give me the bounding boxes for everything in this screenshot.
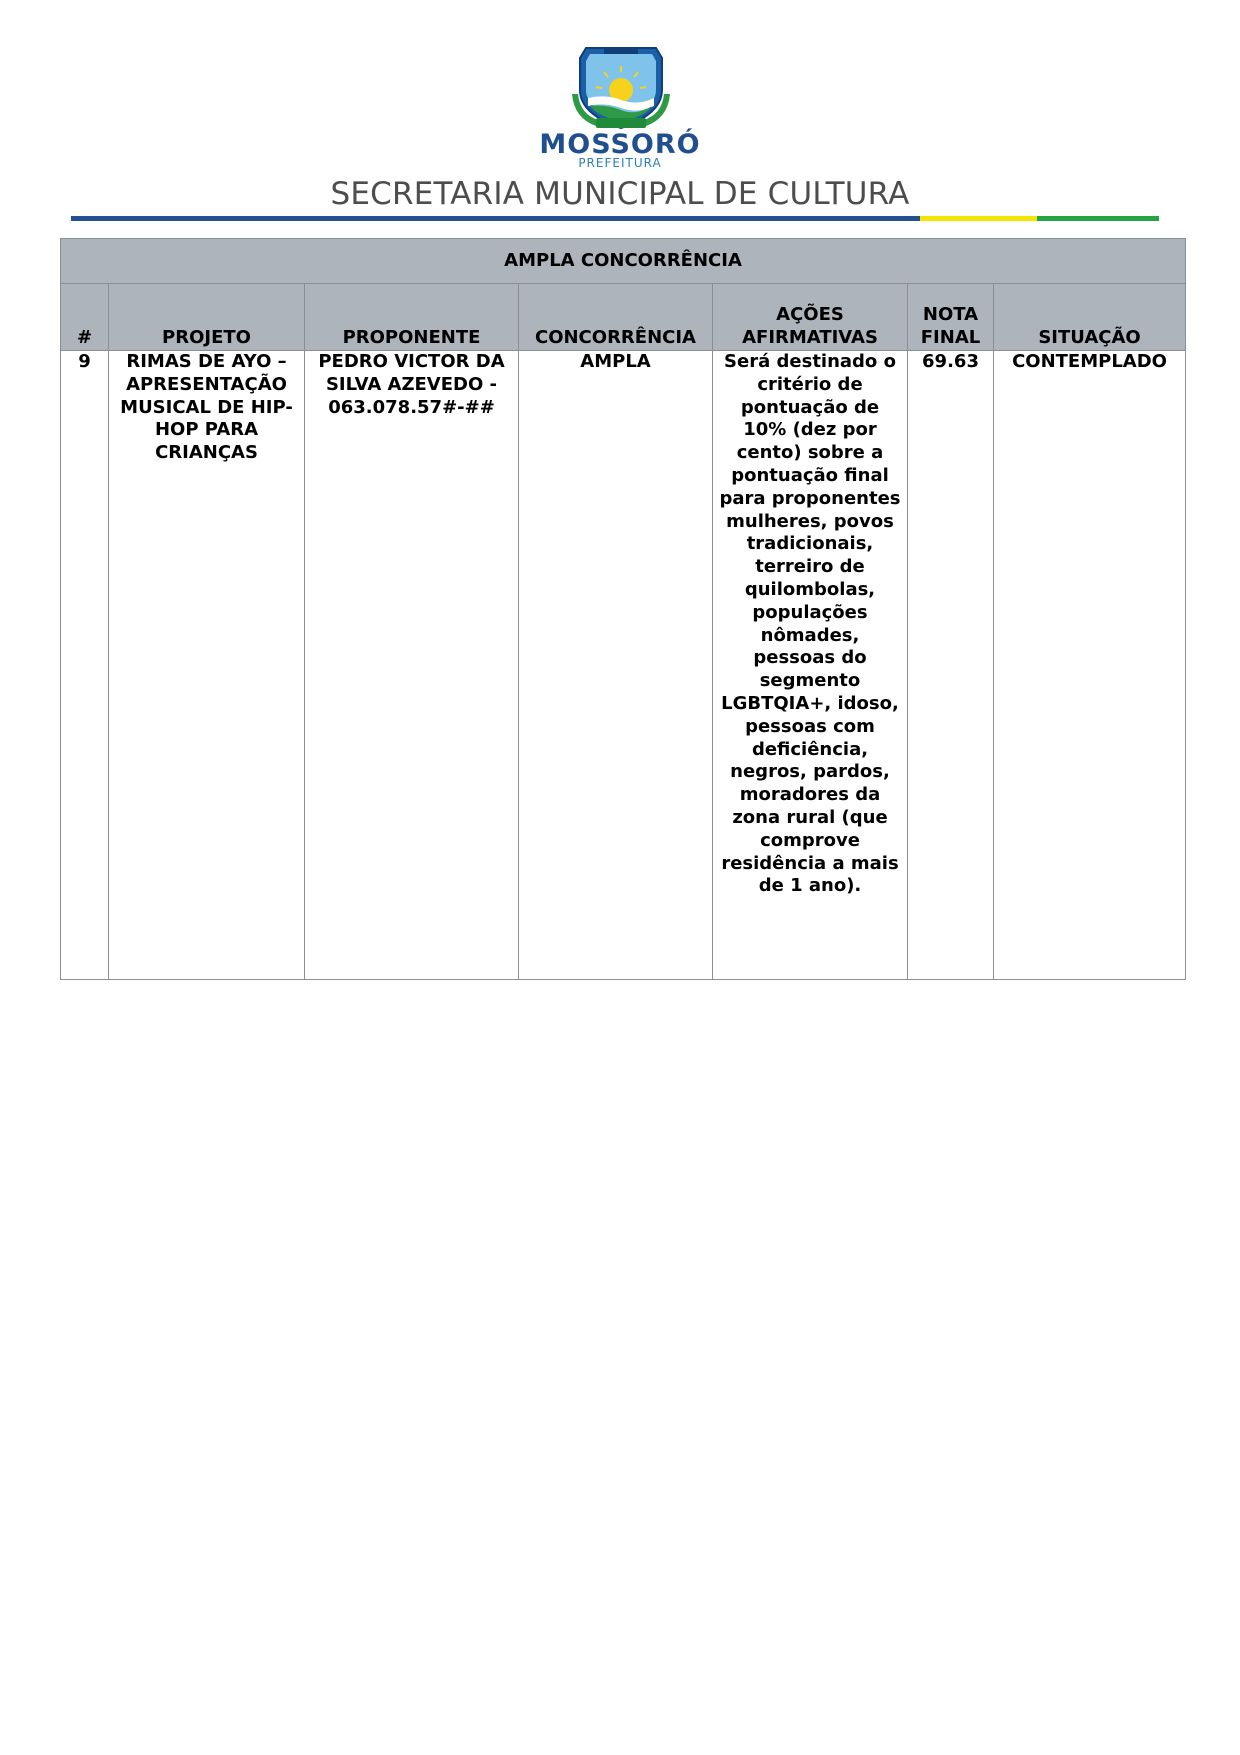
proponent-name: PEDRO VICTOR DA SILVA AZEVEDO - 063.078.57#-## bbox=[318, 351, 505, 418]
column-header-label: PROJETO bbox=[162, 327, 251, 349]
brand-name: MOSSORÓ bbox=[539, 129, 701, 160]
column-header-proponente bbox=[305, 284, 519, 351]
status-value: CONTEMPLADO bbox=[1012, 351, 1167, 372]
mossoro-crest-icon bbox=[566, 44, 676, 132]
department-title: SECRETARIA MUNICIPAL DE CULTURA bbox=[330, 176, 910, 212]
table-title: AMPLA CONCORRÊNCIA bbox=[61, 239, 1186, 284]
column-header-label: AÇÕES AFIRMATIVAS bbox=[742, 304, 878, 349]
cell-concorrencia bbox=[519, 351, 713, 980]
letterhead bbox=[0, 0, 1240, 230]
competition-type: AMPLA bbox=[580, 351, 651, 372]
column-header-nota-final bbox=[908, 284, 994, 351]
row-number: 9 bbox=[78, 351, 91, 372]
table-title-row bbox=[61, 239, 1186, 284]
table-row bbox=[61, 351, 1186, 980]
column-header-label: SITUAÇÃO bbox=[1038, 327, 1141, 349]
column-header-concorrencia bbox=[519, 284, 713, 351]
brand-subtitle: PREFEITURA bbox=[578, 156, 662, 170]
final-score: 69.63 bbox=[922, 351, 979, 372]
column-header-label: CONCORRÊNCIA bbox=[534, 327, 696, 349]
stripe-blue bbox=[71, 216, 920, 221]
cell-number bbox=[61, 351, 109, 980]
results-table bbox=[60, 238, 1186, 980]
column-header-acoes-afirmativas bbox=[713, 284, 908, 351]
column-header-label: # bbox=[76, 327, 93, 349]
column-header-label: NOTA FINAL bbox=[920, 304, 981, 349]
table-header-row bbox=[61, 284, 1186, 351]
stripe-yellow bbox=[920, 216, 1037, 221]
cell-acoes-afirmativas bbox=[713, 351, 908, 980]
column-header-situacao bbox=[994, 284, 1186, 351]
cell-nota-final bbox=[908, 351, 994, 980]
cell-situacao bbox=[994, 351, 1186, 980]
affirmative-actions-text: Será destinado o critério de pontuação de 10% (dez por cento) sobre a pontuação final para proponentes mulheres, povos tradicionais, terreiro de quilombolas, populações nômades, pessoas do segmento LGBTQIA+, idoso, pessoas com deficiência, negros, pardos, moradores da zona rural (que comprove residência a mais de 1 ano). bbox=[719, 351, 901, 897]
project-name: RIMAS DE AYO – APRESENTAÇÃO MUSICAL DE HIP-HOP PARA CRIANÇAS bbox=[120, 351, 293, 464]
stripe-green bbox=[1037, 216, 1159, 221]
column-header-number bbox=[61, 284, 109, 351]
cell-projeto bbox=[109, 351, 305, 980]
column-header-projeto bbox=[109, 284, 305, 351]
cell-proponente bbox=[305, 351, 519, 980]
column-header-label: PROPONENTE bbox=[342, 327, 481, 349]
